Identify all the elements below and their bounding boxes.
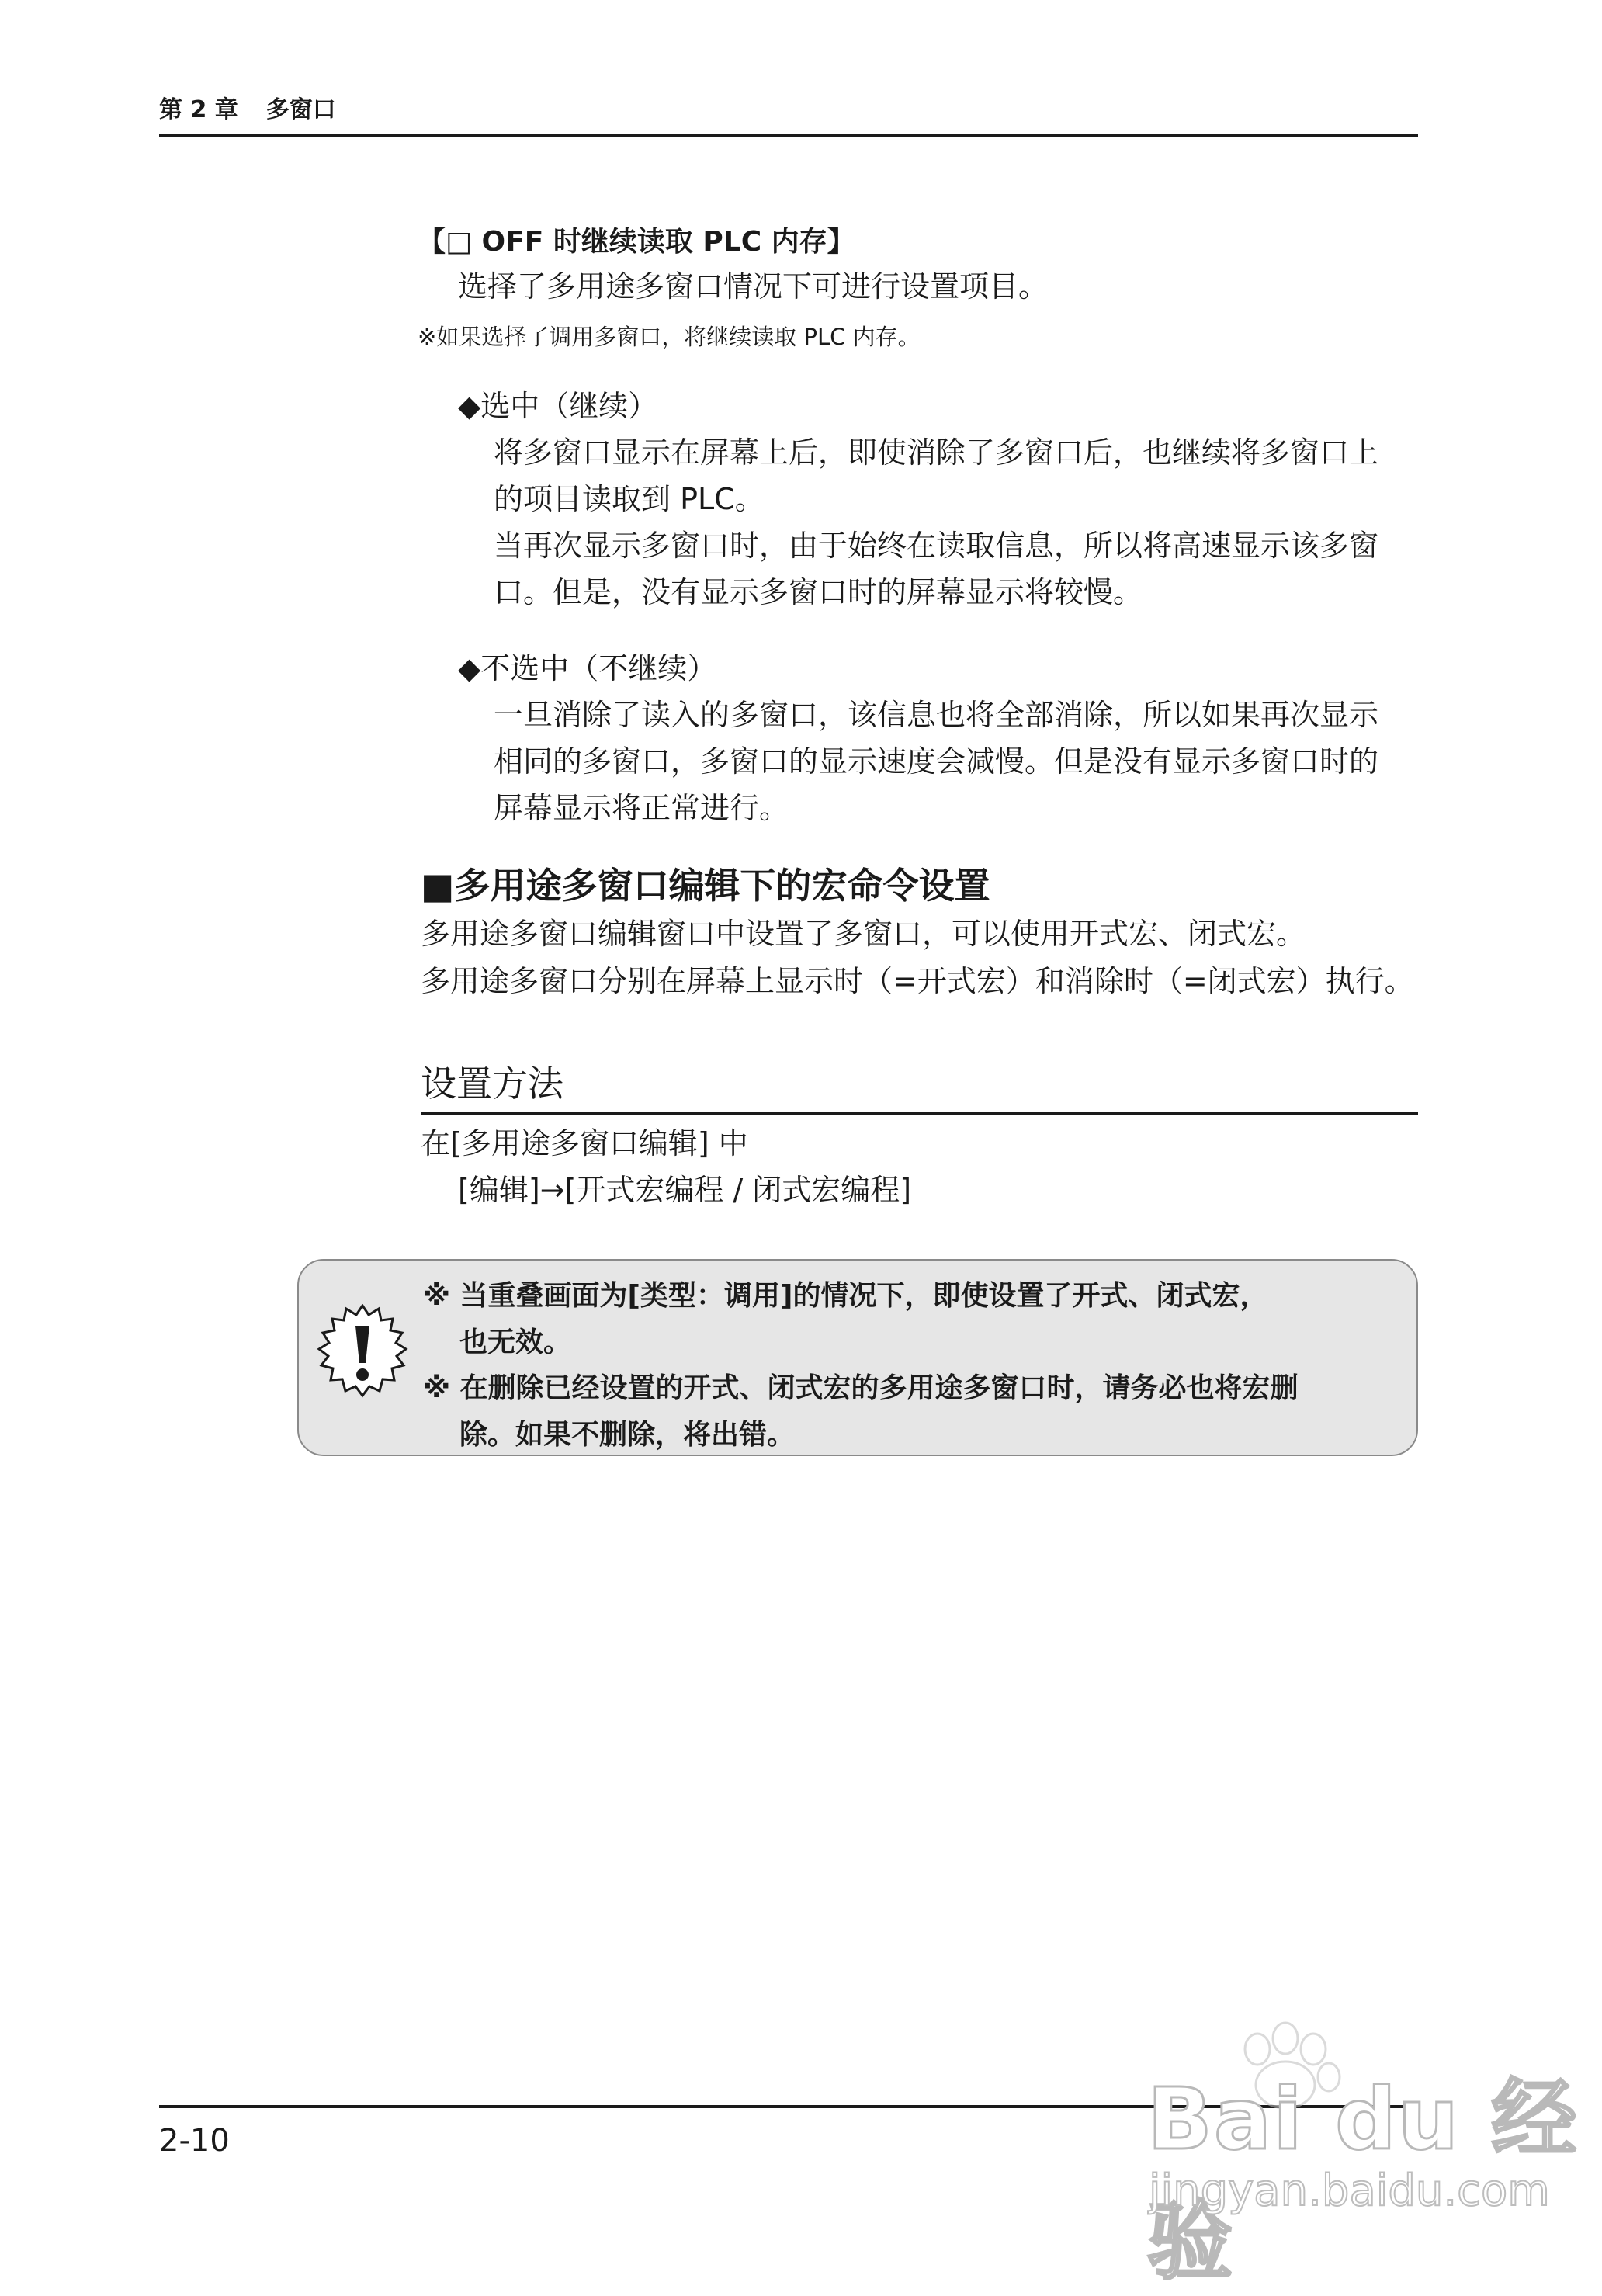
- caution-line: ※ 当重叠画面为[类型：调用]的情况下，即使设置了开式、闭式宏，: [423, 1280, 1268, 1312]
- caution-exclamation-icon: [314, 1304, 411, 1400]
- option-checked-line: 的项目读取到 PLC。: [494, 482, 765, 516]
- setup-section-rule: [421, 1112, 1418, 1115]
- header-rule: [159, 134, 1418, 137]
- option-checked-line: 将多窗口显示在屏幕上后，即使消除了多窗口后，也继续将多窗口上: [494, 435, 1379, 470]
- caution-line: 也无效。: [459, 1327, 572, 1358]
- macro-section-title: ■多用途多窗口编辑下的宏命令设置: [421, 865, 990, 907]
- setup-menu-path: 在[多用途多窗口编辑] 中: [421, 1126, 748, 1160]
- caution-line: ※ 在删除已经设置的开式、闭式宏的多用途多窗口时，请务必也将宏删: [423, 1372, 1299, 1404]
- macro-section-line: 多用途多窗口编辑窗口中设置了多窗口，可以使用开式宏、闭式宏。: [421, 917, 1306, 951]
- option-checked-label: ◆选中（继续）: [458, 389, 658, 423]
- setup-section-title: 设置方法: [421, 1063, 563, 1105]
- option-checked-line: 口。但是，没有显示多窗口时的屏幕显示将较慢。: [494, 575, 1143, 609]
- chapter-header: [159, 90, 336, 124]
- chapter-number: 第 2 章: [159, 96, 238, 123]
- off-section-heading: 【□ OFF 时继续读取 PLC 内存】: [418, 226, 855, 258]
- setup-menu-path: [编辑]→[开式宏编程 / 闭式宏编程]: [458, 1173, 912, 1207]
- caution-line: 除。如果不删除，将出错。: [459, 1419, 796, 1451]
- option-unchecked-line: 一旦消除了读入的多窗口，该信息也将全部消除，所以如果再次显示: [494, 698, 1379, 732]
- page-number: 2-10: [159, 2123, 230, 2159]
- off-section-description: 选择了多用途多窗口情况下可进行设置项目。: [458, 269, 1049, 303]
- option-unchecked-label: ◆不选中（不继续）: [458, 651, 717, 685]
- watermark-brand: Bai du 经验: [1147, 2069, 1579, 2291]
- option-unchecked-line: 相同的多窗口，多窗口的显示速度会减慢。但是没有显示多窗口时的: [494, 744, 1379, 779]
- watermark-url: jingyan.baidu.com: [1149, 2166, 1550, 2216]
- off-section-note: ※如果选择了调用多窗口，将继续读取 PLC 内存。: [418, 324, 921, 350]
- option-checked-line: 当再次显示多窗口时，由于始终在读取信息，所以将高速显示该多窗: [494, 529, 1379, 563]
- macro-section-line: 多用途多窗口分别在屏幕上显示时（=开式宏）和消除时（=闭式宏）执行。: [421, 964, 1414, 998]
- chapter-title: 多窗口: [265, 96, 336, 123]
- option-unchecked-line: 屏幕显示将正常进行。: [494, 791, 789, 825]
